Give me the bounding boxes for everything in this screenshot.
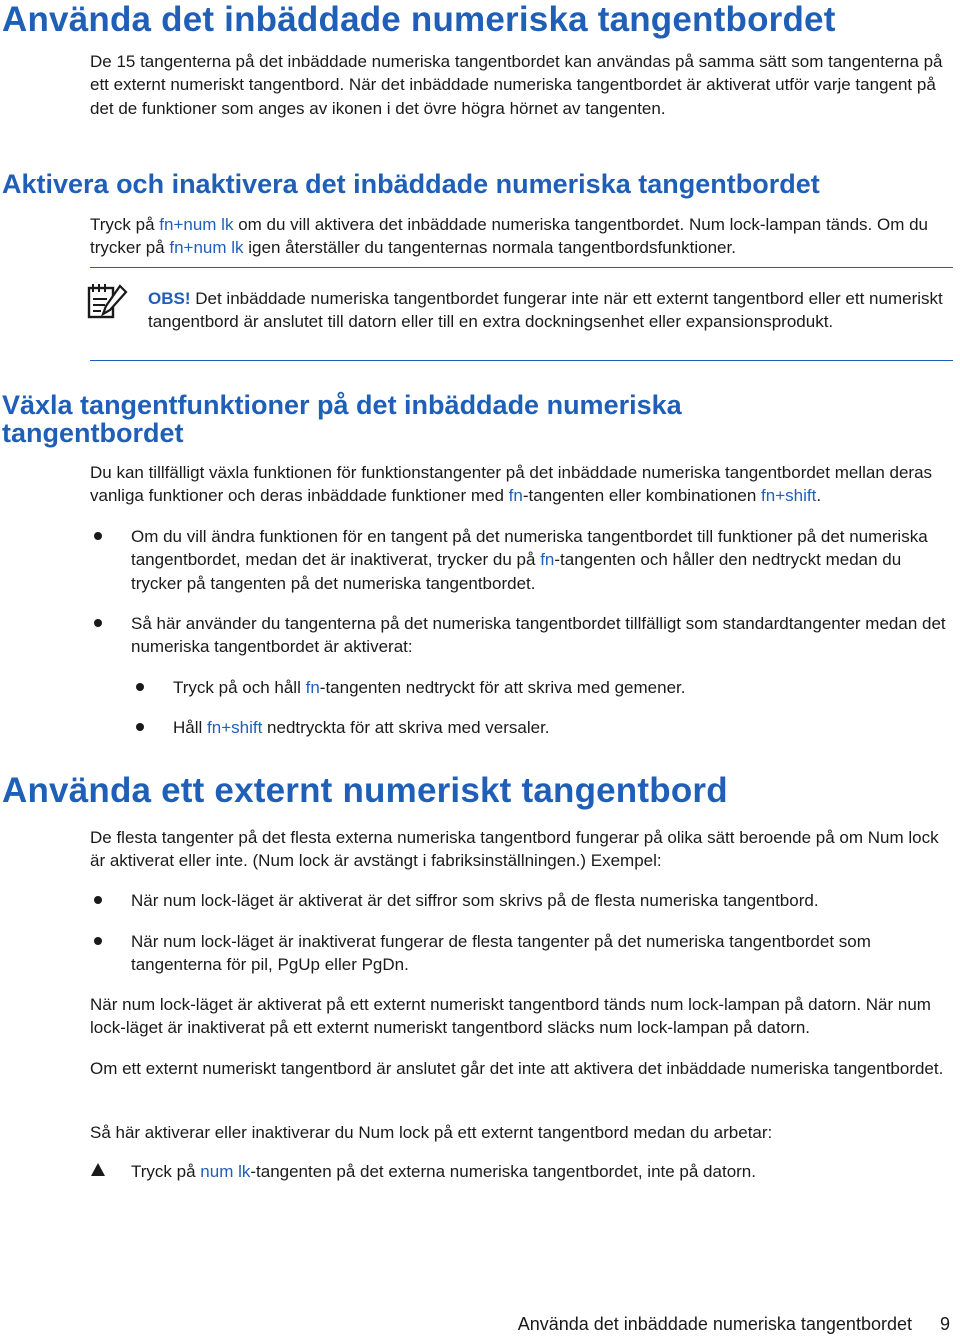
list-item: Så här använder du tangenterna på det numeriska tangentbordet tillfälligt som standardtangenter medan det numeriska tangentbordet är aktiverat:: [131, 614, 946, 657]
heading-activate: Aktivera och inaktivera det inbäddade numeriska tangentbordet: [2, 169, 820, 199]
page-footer: [518, 1312, 950, 1336]
bullet-dot: [94, 619, 102, 627]
text-run: nedtryckta för att skriva med versaler.: [262, 718, 550, 737]
bullet-dot: [94, 896, 102, 904]
key-num-lk: num lk: [200, 1162, 251, 1181]
toggle-paragraph: [90, 461, 956, 508]
text-run: -tangenten och håller den nedtryckt medan du trycker på tangenten på det numeriska tangentbordet.: [131, 550, 902, 593]
heading-toggle-line1: Växla tangentfunktioner på det inbäddade numeriska: [2, 390, 682, 420]
key-fn-numlk: fn+num lk: [169, 238, 244, 258]
note-text: Det inbäddade numeriska tangentbordet fungerar inte när ett externt tangentbord eller ett numeriskt tangentbord är anslutet till datorn eller till en extra dockningsenhet eller expansionsprodukt.: [148, 289, 943, 332]
text-run: om du vill aktivera det inbäddade numeriska tangentbordet. Num lock-lampan tänds. Om du trycker på: [90, 215, 929, 258]
key-fn-shift: fn+shift: [207, 718, 263, 737]
footer-title: Använda det inbäddade numeriska tangentbordet: [517, 1314, 912, 1334]
list-item: När num lock-läget är inaktiverat fungerar de flesta tangenter på det numeriska tangentbordet som tangenterna för pil, PgUp eller PgDn.: [131, 932, 871, 975]
key-fn-shift: fn+shift: [761, 486, 817, 506]
sub-list-item: [173, 676, 953, 699]
list-item: När num lock-läget är aktiverat är det siffror som skrivs på de flesta numeriska tangentbord.: [131, 891, 819, 910]
note-bottom-rule: [90, 360, 953, 361]
text-run: -tangenten på det externa numeriska tangentbordet, inte på datorn.: [250, 1162, 756, 1181]
heading-toggle-line2: tangentbordet: [2, 418, 184, 448]
external-intro: De flesta tangenter på det flesta externa numeriska tangentbord fungerar på olika sätt beroende på om Num lock är aktiverat eller inte. (Num lock är avstängt i fabriksinställningen.) Exempel:: [90, 828, 939, 871]
external-paragraph-2: Om ett externt numeriskt tangentbord är anslutet går det inte att aktivera det inbäddade numeriska tangentbordet.: [90, 1059, 944, 1078]
page-number: 9: [939, 1314, 950, 1334]
text-run: Tryck på och håll: [173, 678, 306, 697]
note-pencil-icon: [86, 282, 128, 320]
sub-bullet-dot: [136, 683, 144, 691]
heading-toggle: [2, 391, 682, 447]
key-fn: fn: [508, 486, 523, 506]
list-item: [131, 525, 956, 595]
step-item: [131, 1160, 956, 1183]
text-run: .: [816, 486, 822, 506]
intro-paragraph: De 15 tangenterna på det inbäddade numeriska tangentbordet kan användas på samma sätt som tangenterna på ett externt numeriskt tangentbord. När det inbäddade numeriska tangentbordet är aktiverat utför varje tangent på det de funktioner som anges av ikonen i det övre högra hörnet av tangenten.: [90, 52, 943, 118]
text-run: Håll: [173, 718, 208, 737]
text-run: -tangenten eller kombinationen: [522, 486, 762, 506]
text-run: Du kan tillfälligt växla funktionen för funktionstangenter på det inbäddade numeriska tangentbordet mellan deras vanliga funktioner och deras inbäddade funktioner med: [90, 463, 933, 506]
activate-paragraph: [90, 213, 956, 260]
triangle-step-icon: [91, 1163, 105, 1176]
heading-external: Använda ett externt numeriskt tangentbord: [2, 771, 728, 810]
bullet-dot: [94, 532, 102, 540]
text-run: igen återställer du tangenternas normala tangentbordsfunktioner.: [243, 238, 736, 258]
external-paragraph-3: Så här aktiverar eller inaktiverar du Num lock på ett externt tangentbord medan du arbetar:: [90, 1123, 773, 1142]
sub-bullet-dot: [136, 723, 144, 731]
text-run: Tryck på: [131, 1162, 201, 1181]
external-paragraph-1: När num lock-läget är aktiverat på ett externt numeriskt tangentbord tänds num lock-lampan på datorn. När num lock-läget är inaktiverat på ett externt numeriskt tangentbord släcks num lock-lampan på datorn.: [90, 995, 931, 1038]
key-fn: fn: [305, 678, 320, 697]
text-run: Om du vill ändra funktionen för en tangent på det numeriska tangentbordet till funktioner på det numeriska tangentbordet, medan det är inaktiverat, trycker du på: [131, 527, 928, 570]
page-title: Använda det inbäddade numeriska tangentbordet: [2, 0, 836, 39]
text-run: Tryck på: [90, 215, 160, 234]
note-paragraph: [148, 287, 956, 334]
bullet-dot: [94, 937, 102, 945]
note-label: OBS!: [148, 289, 191, 308]
note-top-rule: [90, 267, 953, 268]
key-fn-numlk: fn+num lk: [159, 215, 234, 234]
key-fn: fn: [540, 550, 555, 570]
sub-list-item: [173, 716, 953, 739]
text-run: -tangenten nedtryckt för att skriva med gemener.: [319, 678, 686, 697]
